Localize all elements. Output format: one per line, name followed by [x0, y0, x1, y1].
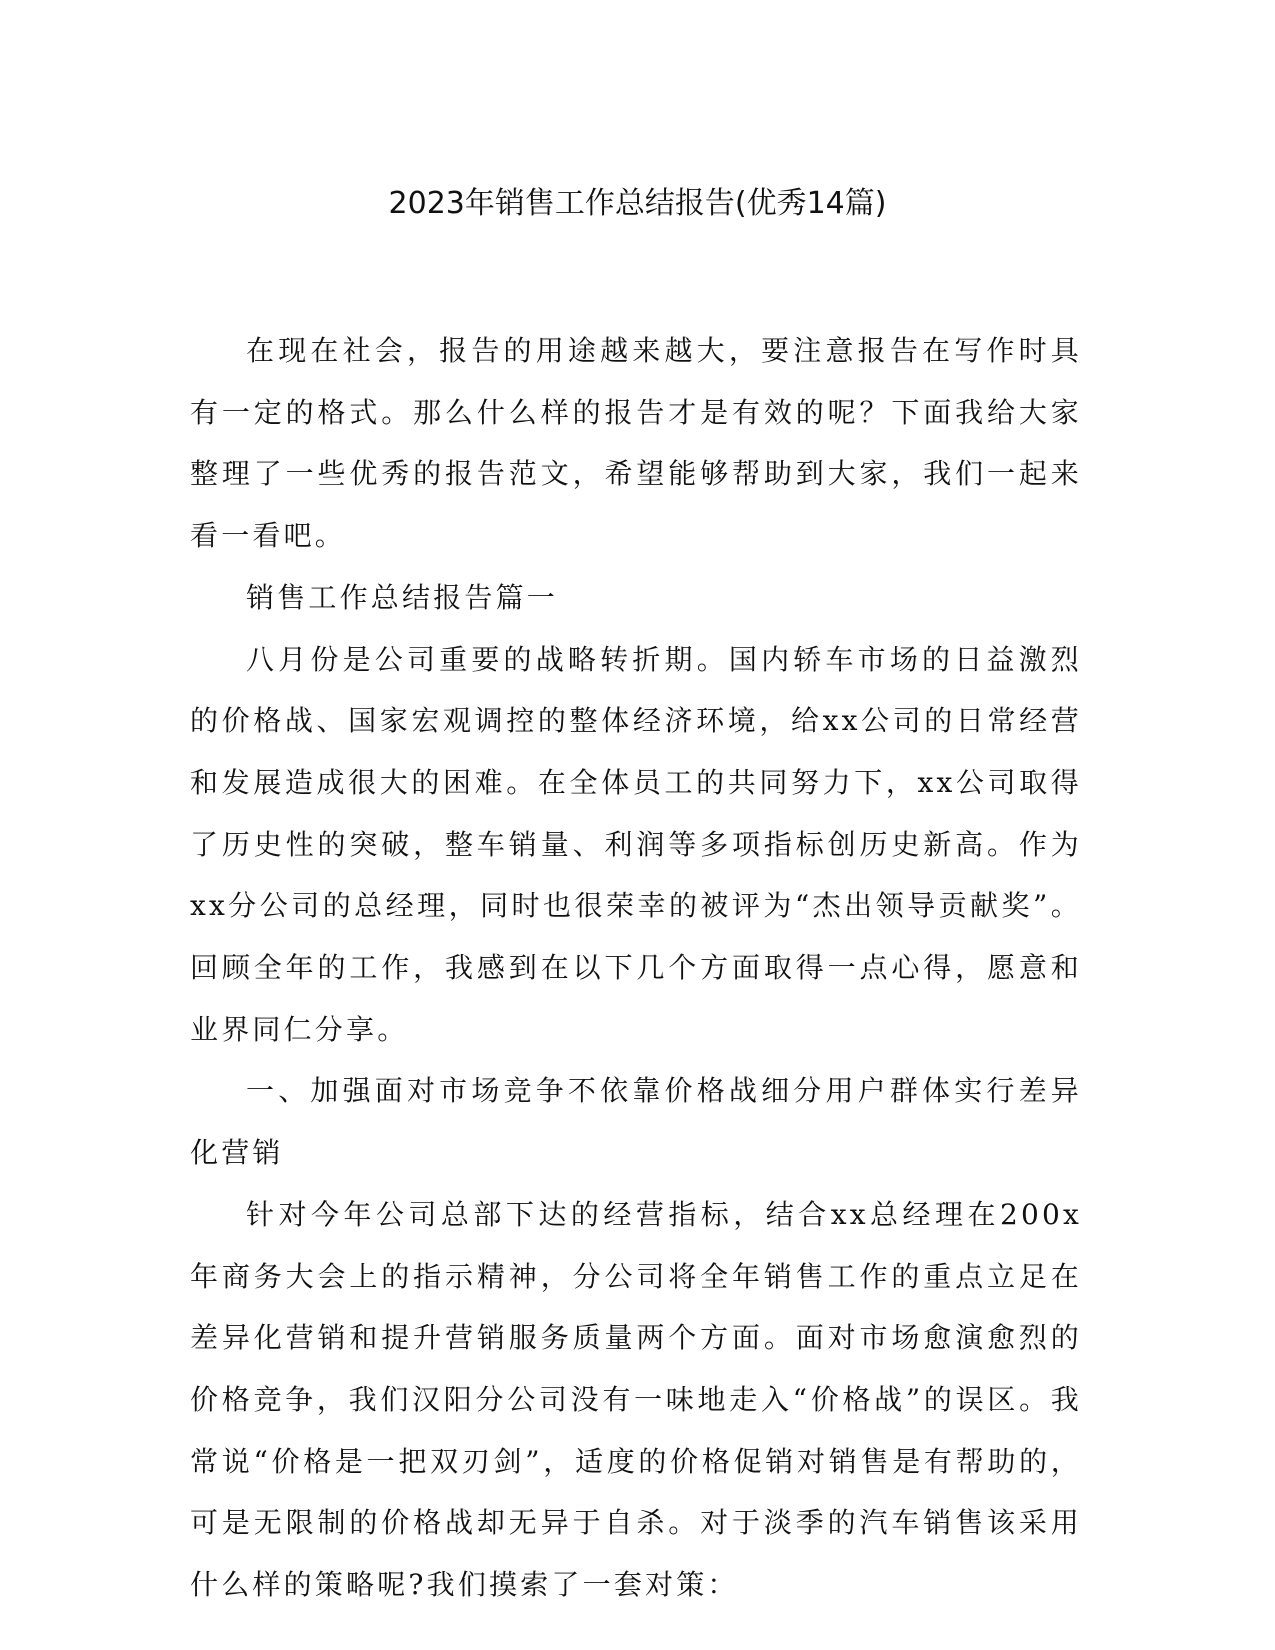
paragraph-intro: 在现在社会，报告的用途越来越大，要注意报告在写作时具有一定的格式。那么什么样的报告才是有效的呢？下面我给大家整理了一些优秀的报告范文，希望能够帮助到大家，我们一起来看一看吧。: [190, 334, 1082, 553]
section-heading: 销售工作总结报告篇一: [246, 580, 559, 614]
document-title: 2023年销售工作总结报告(优秀14篇): [388, 186, 887, 221]
paragraph-august: 八月份是公司重要的战略转折期。国内轿车市场的日益激烈的价格战、国家宏观调控的整体经济环境，给xx公司的日常经营和发展造成很大的困难。在全体员工的共同努力下，xx公司取得了历史性的突破，整车销量、利润等多项指标创历史新高。作为xx分公司的总经理，同时也很荣幸的被评为“杰出领导贡献奖”。回顾全年的工作，我感到在以下几个方面取得一点心得，愿意和业界同仁分享。: [190, 642, 1082, 1046]
paragraph-strategy: 针对今年公司总部下达的经营指标，结合xx总经理在200x年商务大会上的指示精神，分公司将全年销售工作的重点立足在差异化营销和提升营销服务质量两个方面。面对市场愈演愈烈的价格竞争，我们汉阳分公司没有一味地走入“价格战”的误区。我常说“价格是一把双刃剑”，适度的价格促销对销售是有帮助的，可是无限制的价格战却无异于自杀。对于淡季的汽车销售该采用什么样的策略呢?我们摸索了一套对策：: [190, 1197, 1082, 1602]
subsection-heading: 一、加强面对市场竞争不依靠价格战细分用户群体实行差异化营销: [190, 1074, 1082, 1170]
document-body: [190, 320, 1082, 1616]
